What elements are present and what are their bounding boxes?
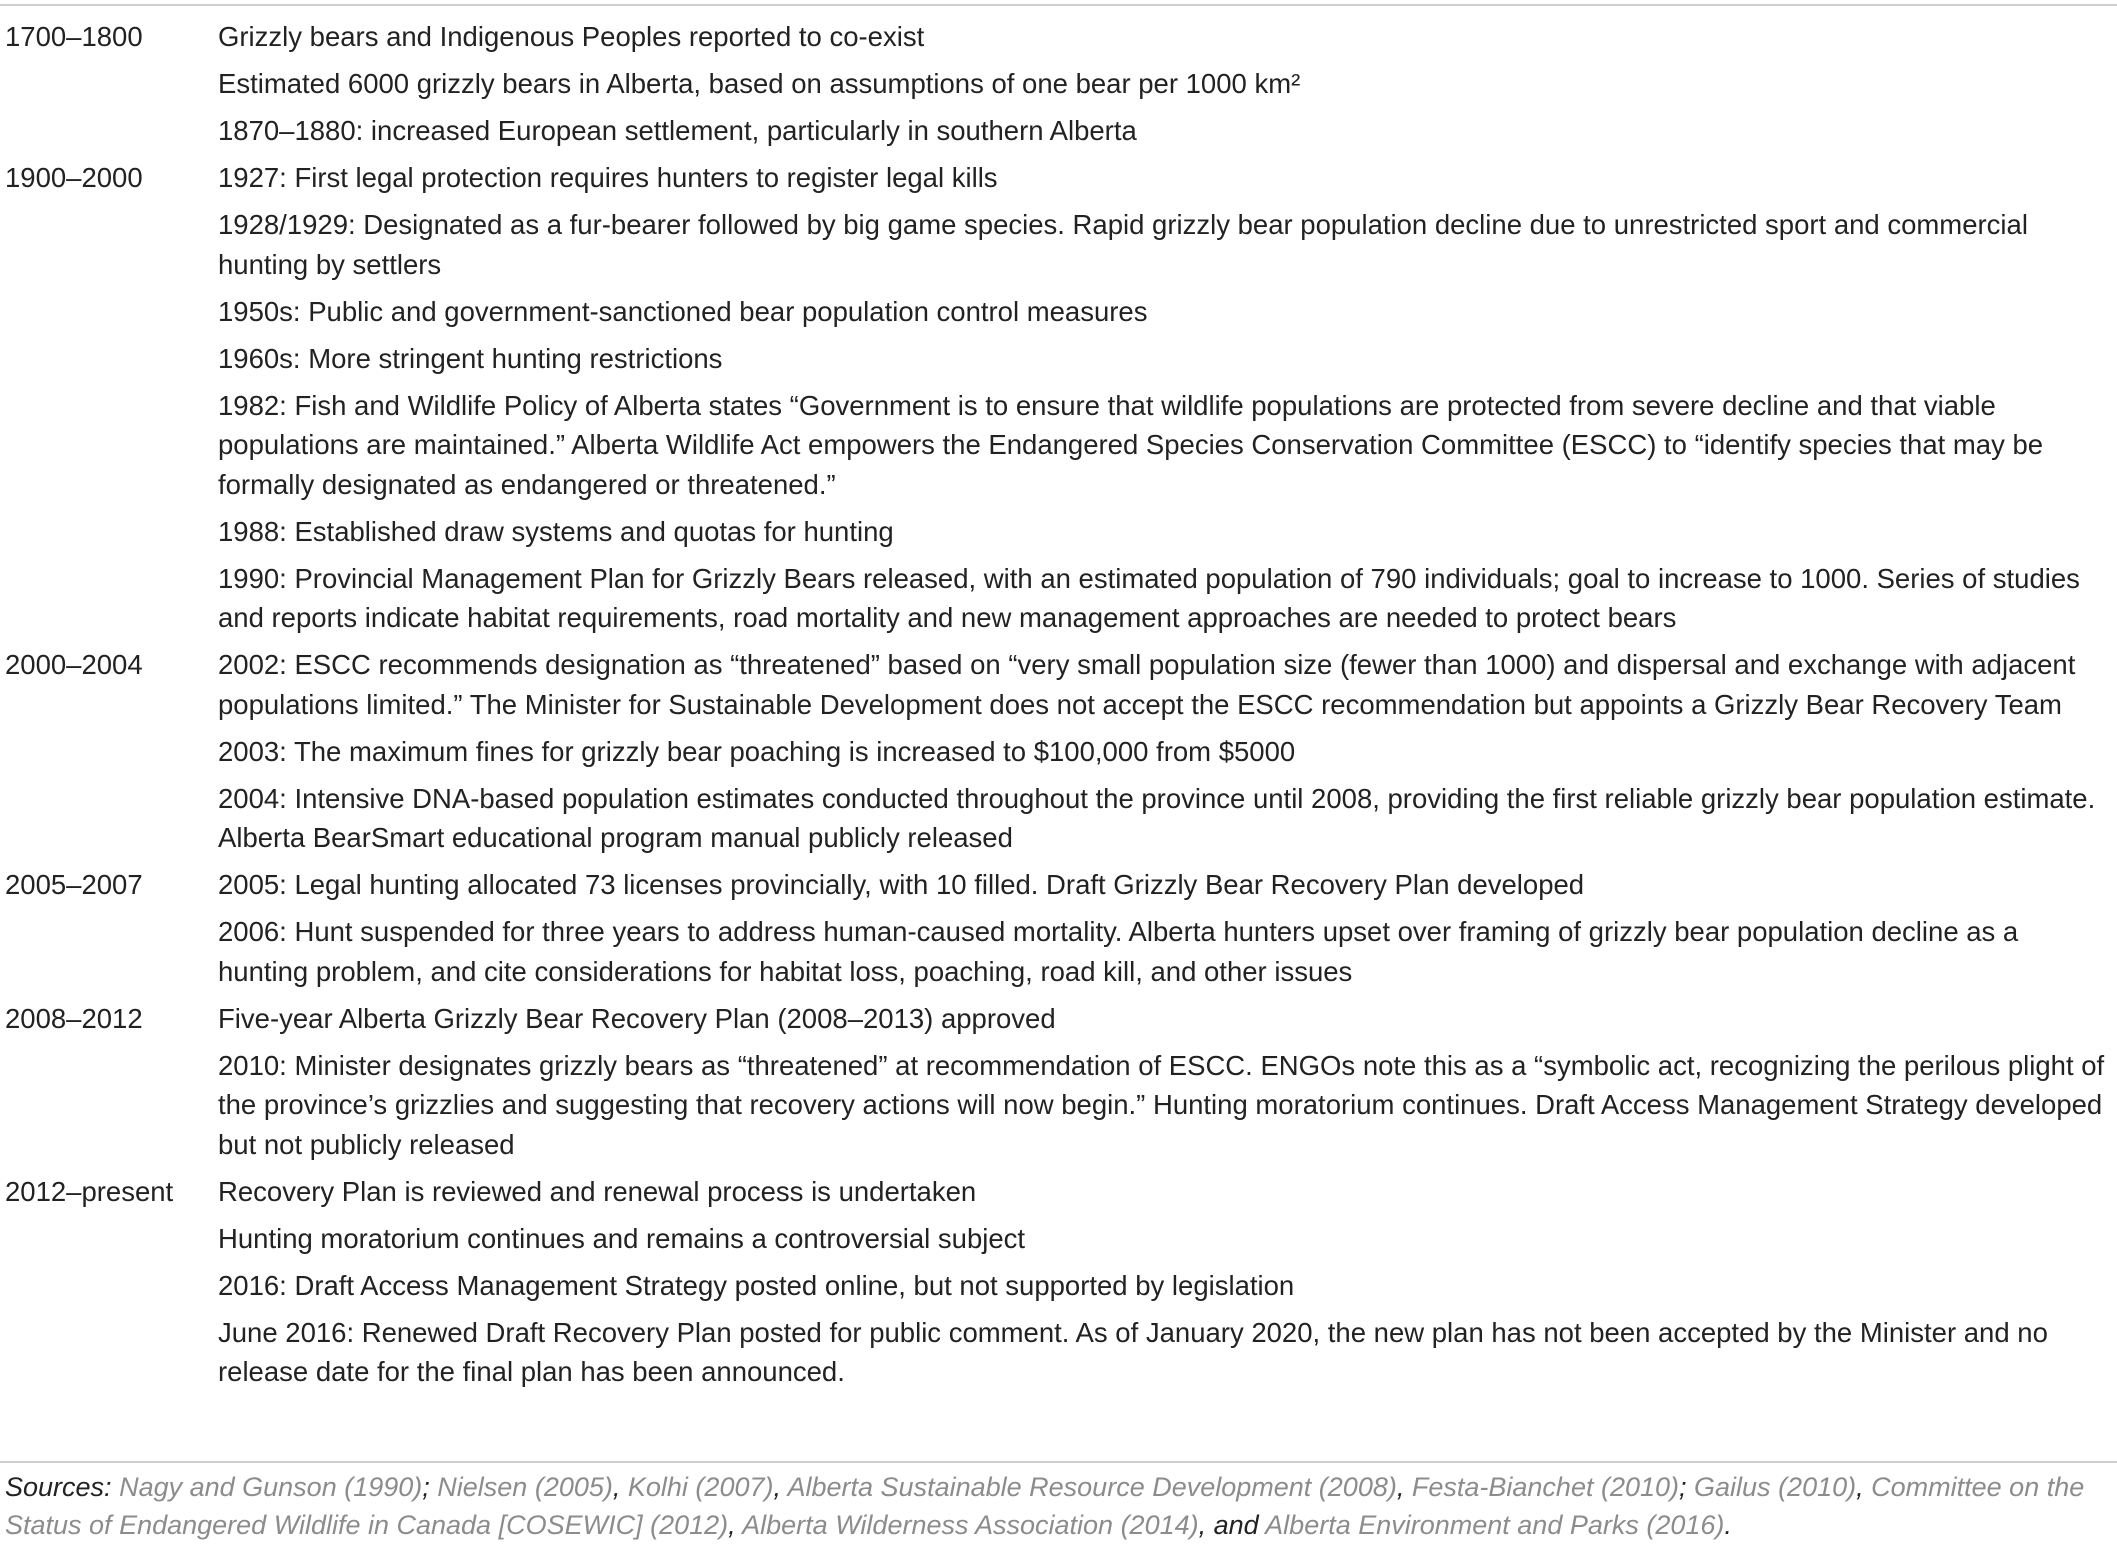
period-label: 2012–present xyxy=(5,1175,174,1207)
source-text: . xyxy=(1724,1510,1732,1540)
event-item: 1990: Provincial Management Plan for Grizzly Bears released, with an estimated population of 790 individuals; goal to increase to 1000. Series of studies and reports indicate habitat requirements, road mortality and new management approaches are needed to protect bears xyxy=(218,562,2080,633)
event-item: 2010: Minister designates grizzly bears as “threatened” at recommendation of ESCC. ENGOs note this as a “symbolic act, recognizing the perilous plight of the province’s grizzlies and suggesting that recovery actions will now begin.” Hunting moratorium continues. Draft Access Management Strategy developed but not publicly released xyxy=(218,1049,2105,1160)
source-reference-link[interactable]: Committee on the Status of Endangered Wildlife in Canada [COSEWIC] (2012) xyxy=(5,1472,2085,1540)
source-reference-link[interactable]: Festa-Bianchet (2010) xyxy=(1411,1472,1680,1502)
event-item: 2004: Intensive DNA-based population estimates conducted throughout the province until 2008, providing the first reliable grizzly bear population estimate. Alberta BearSmart educational program manual publicly released xyxy=(218,782,2096,853)
source-text: , xyxy=(1856,1472,1872,1502)
table-bottom-rule xyxy=(0,1461,2117,1463)
source-text: , xyxy=(1396,1472,1412,1502)
timeline-table xyxy=(0,17,2117,1399)
event-item: 1927: First legal protection requires hunters to register legal kills xyxy=(218,162,998,193)
source-reference-link[interactable]: Gailus (2010) xyxy=(1694,1472,1857,1502)
source-reference-link[interactable]: Kolhi (2007) xyxy=(627,1472,774,1502)
period-label: 1700–1800 xyxy=(5,21,143,52)
source-reference-link[interactable]: Alberta Sustainable Resource Development (2008) xyxy=(787,1472,1397,1502)
event-item: Hunting moratorium continues and remains a controversial subject xyxy=(218,1222,1026,1254)
event-item: 2016: Draft Access Management Strategy posted online, but not supported by legislation xyxy=(218,1269,1295,1301)
event-item: Estimated 6000 grizzly bears in Alberta, based on assumptions of one bear per 1000 km² xyxy=(218,68,1301,99)
event-list xyxy=(218,999,2113,1165)
source-text: ; xyxy=(1679,1472,1695,1502)
event-item: 2006: Hunt suspended for three years to address human-caused mortality. Alberta hunters upset over framing of grizzly bear population decline as a hunting problem, and cite considerations for habitat loss, poaching, road kill, and other issues xyxy=(218,916,2019,987)
table-row xyxy=(0,865,2117,991)
event-item: 2002: ESCC recommends designation as “threatened” based on “very small population size (fewer than 1000) and dispersal and exchange with adjacent populations limited.” The Minister for Sustainable Development does not accept the ESCC recommendation but appoints a Grizzly Bear Recovery Team xyxy=(218,649,2076,720)
event-item: 2003: The maximum fines for grizzly bear poaching is increased to $100,000 from $5000 xyxy=(218,735,1296,767)
event-list xyxy=(218,645,2113,858)
period-label: 2005–2007 xyxy=(5,869,143,900)
event-item: 1950s: Public and government-sanctioned bear population control measures xyxy=(218,295,1148,327)
event-item: Recovery Plan is reviewed and renewal process is undertaken xyxy=(218,1175,977,1207)
source-reference-link[interactable]: Nielsen (2005) xyxy=(437,1472,613,1502)
table-row xyxy=(0,17,2117,151)
period-label: 2000–2004 xyxy=(5,649,143,680)
event-item: Grizzly bears and Indigenous Peoples reported to co-exist xyxy=(218,21,925,52)
event-list xyxy=(218,1172,2113,1392)
source-reference-link[interactable]: Nagy and Gunson (1990) xyxy=(111,1472,423,1502)
event-item: Five-year Alberta Grizzly Bear Recovery Plan (2008–2013) approved xyxy=(218,1002,1056,1034)
table-row xyxy=(0,645,2117,858)
event-item: 2005: Legal hunting allocated 73 licenses provincially, with 10 filled. Draft Grizzly Bear Recovery Plan developed xyxy=(218,869,1585,900)
event-list xyxy=(218,158,2113,638)
event-item: 1982: Fish and Wildlife Policy of Alberta states “Government is to ensure that wildlife populations are protected from severe decline and that viable populations are maintained.” Alberta Wildlife Act empowers the Endangered Species Conservation Committee (ESCC) to “identify species that may be formally designated as endangered or threatened.” xyxy=(218,389,2044,500)
source-text: Sources: xyxy=(5,1472,112,1502)
table-row xyxy=(0,1172,2117,1392)
source-reference-link[interactable]: Alberta Wilderness Association (2014) xyxy=(742,1510,1199,1540)
source-text: , xyxy=(728,1510,743,1540)
event-item: June 2016: Renewed Draft Recovery Plan posted for public comment. As of January 2020, the new plan has not been accepted by the Minister and no release date for the final plan has been announced. xyxy=(218,1316,2048,1387)
event-item: 1960s: More stringent hunting restrictions xyxy=(218,342,723,374)
source-text: , and xyxy=(1198,1510,1266,1540)
source-text: , xyxy=(773,1472,788,1502)
period-label: 1900–2000 xyxy=(5,162,143,193)
table-top-rule xyxy=(0,4,2117,6)
table-sources-note xyxy=(5,1468,2113,1544)
event-item: 1870–1880: increased European settlement, particularly in southern Alberta xyxy=(218,115,1137,146)
event-list xyxy=(218,865,2113,991)
event-list xyxy=(218,17,2113,151)
period-label: 2008–2012 xyxy=(5,1002,143,1034)
source-reference-link[interactable]: Alberta Environment and Parks (2016) xyxy=(1265,1510,1725,1540)
source-text: , xyxy=(612,1472,628,1502)
event-item: 1928/1929: Designated as a fur-bearer followed by big game species. Rapid grizzly bear population decline due to unrestricted sport and commercial hunting by settlers xyxy=(218,209,2028,280)
table-row xyxy=(0,999,2117,1165)
event-item: 1988: Established draw systems and quotas for hunting xyxy=(218,515,894,547)
table-row xyxy=(0,158,2117,638)
source-text: ; xyxy=(422,1472,438,1502)
